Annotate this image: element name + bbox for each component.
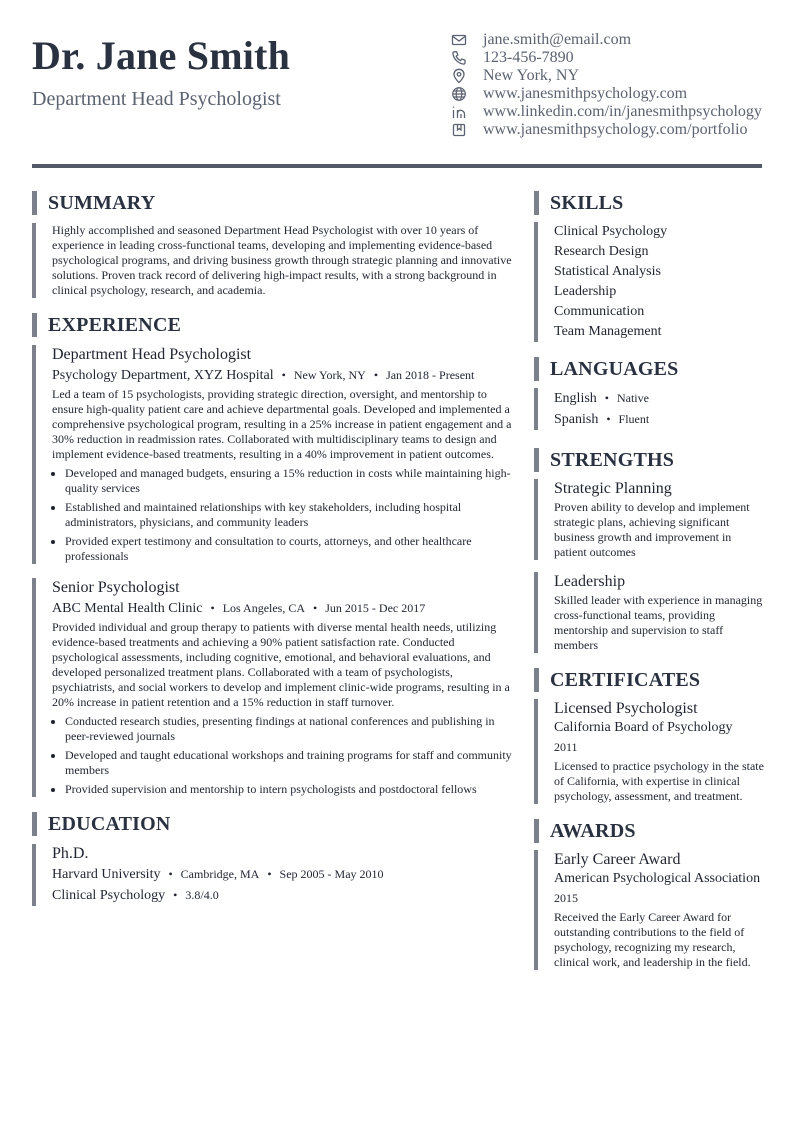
linkedin-icon <box>450 103 468 121</box>
contact-website[interactable] <box>450 85 780 103</box>
awards-heading: AWARDS <box>534 819 764 843</box>
job-location: New York, NY <box>293 368 366 382</box>
education-heading: EDUCATION <box>32 812 512 836</box>
portfolio-icon <box>450 121 468 139</box>
contact-email[interactable] <box>450 31 780 49</box>
contact-location-text: New York, NY <box>483 67 580 84</box>
language-level: Fluent <box>618 412 650 426</box>
strength-text: Skilled leader with experience in managing cross-functional teams, providing mentorship and supervision to staff members <box>554 593 763 652</box>
skills-block <box>534 222 764 342</box>
job-bullet: • Provided supervision and mentorship to intern psychologists and postdoctoral fellows <box>65 782 512 797</box>
job-entry <box>32 578 512 797</box>
certificates-heading: CERTIFICATES <box>534 668 764 692</box>
contact-location <box>450 67 780 85</box>
award-name: Early Career Award <box>554 851 681 868</box>
language-name: English <box>554 391 597 406</box>
skill-item: Leadership <box>554 284 617 299</box>
field-of-study: Clinical Psychology <box>52 888 166 903</box>
job-location: Los Angeles, CA <box>222 601 306 615</box>
skills-heading: SKILLS <box>534 191 764 215</box>
summary-block <box>32 223 512 298</box>
award-text: Received the Early Career Award for outstanding contributions to the field of psychology, recognizing my research, clinical work, and leadership in the field. <box>554 910 751 969</box>
education-meta: Harvard University • Cambridge, MA • Sep 2005 - May 2010 <box>52 867 384 882</box>
skill-item: Clinical Psychology <box>554 224 668 239</box>
summary-text: Highly accomplished and seasoned Department Head Psychologist with over 10 years of experience in leading cross-functional teams, developing and implementing evidence-based psychological programs, and driving business growth through strategic planning and innovative solutions. Proven track record of delivering high-impact results, with a strong background in clinical psychology, research, and academia. <box>52 223 512 297</box>
education-dates: Sep 2005 - May 2010 <box>279 867 384 881</box>
summary-heading: SUMMARY <box>32 191 512 215</box>
contact-portfolio-text: www.janesmithpsychology.com/portfolio <box>483 121 748 138</box>
language-item: Spanish • Fluent <box>554 412 650 427</box>
award-year: 2015 <box>554 891 578 905</box>
strength-title: Leadership <box>554 573 626 590</box>
left-column <box>32 191 512 906</box>
job-bullet: • Developed and managed budgets, ensuring a 15% reduction in costs while maintaining high-quality services <box>65 466 512 496</box>
education-entry <box>32 844 512 906</box>
certificate-name: Licensed Psychologist <box>554 700 698 717</box>
gpa: 3.8/4.0 <box>185 888 219 902</box>
job-description: Provided individual and group therapy to patients with diverse mental health needs, utilizing evidence-based treatments and achieving a 90% patient satisfaction rate. Conducted psychological assessments, including cognitive, emotional, and behavioral evaluations, and developed personalized treatment plans. Collaborated with a team of psychologists, psychiatrists, and social workers to develop and implement clinic-wide programs, resulting in a 20% increase in patient retention and a 15% reduction in staff turnover. <box>52 620 510 709</box>
job-bullet: • Conducted research studies, presenting findings at national conferences and publishing in peer-reviewed journals <box>65 714 512 744</box>
certificate-year: 2011 <box>554 740 578 754</box>
contact-portfolio[interactable] <box>450 121 780 139</box>
languages-block <box>534 388 764 430</box>
globe-icon <box>450 85 468 103</box>
envelope-icon <box>450 31 468 49</box>
school: Harvard University <box>52 867 161 882</box>
education-field-row: Clinical Psychology • 3.8/4.0 <box>52 888 219 903</box>
right-column <box>534 191 764 970</box>
phone-icon <box>450 49 468 67</box>
strength-item <box>534 572 764 653</box>
language-level: Native <box>616 391 649 405</box>
contact-phone[interactable] <box>450 49 780 67</box>
job-entry <box>32 345 512 564</box>
contact-phone-text: 123-456-7890 <box>483 49 574 66</box>
job-bullet: • Developed and taught educational workshops and training programs for staff and community members <box>65 748 512 778</box>
job-description: Led a team of 15 psychologists, providing strategic direction, oversight, and mentorship to ensure high-quality patient care and achieve departmental goals. Developed and implemented a comprehensive psychological program, resulting in a 25% increase in patient engagement and a 30% reduction in readmission rates. Collaborated with multidisciplinary teams to design and implement evidence-based treatments, resulting in a 40% improvement in patient outcomes. <box>52 387 512 461</box>
skill-item: Communication <box>554 304 645 319</box>
strengths-heading: STRENGTHS <box>534 448 764 472</box>
header-divider <box>32 164 762 168</box>
degree: Ph.D. <box>52 845 89 862</box>
contact-email-text: jane.smith@email.com <box>483 31 632 48</box>
strength-item <box>534 479 764 560</box>
contact-linkedin[interactable] <box>450 103 780 121</box>
job-org: Psychology Department, XYZ Hospital <box>52 368 274 383</box>
job-org: ABC Mental Health Clinic <box>52 601 203 616</box>
contact-website-text: www.janesmithpsychology.com <box>483 85 688 102</box>
job-dates: Jan 2018 - Present <box>386 368 475 382</box>
job-dates: Jun 2015 - Dec 2017 <box>325 601 426 615</box>
contact-list <box>450 31 780 139</box>
candidate-name: Dr. Jane Smith <box>32 33 291 78</box>
language-name: Spanish <box>554 412 599 427</box>
experience-heading: EXPERIENCE <box>32 313 512 337</box>
language-item: English • Native <box>554 391 649 406</box>
job-bullets <box>52 466 512 564</box>
strength-text: Proven ability to develop and implement strategic plans, achieving significant business growth and improvement in patient outcomes <box>554 500 750 559</box>
skill-item: Research Design <box>554 244 649 259</box>
location-pin-icon <box>450 67 468 85</box>
school-location: Cambridge, MA <box>180 867 260 881</box>
languages-heading: LANGUAGES <box>534 357 764 381</box>
job-bullets <box>52 714 512 797</box>
certificate-text: Licensed to practice psychology in the state of California, with expertise in clinical psychology, assessment, and treatment. <box>554 759 764 803</box>
job-bullet: • Provided expert testimony and consultation to courts, attorneys, and other healthcare professionals <box>65 534 512 564</box>
job-meta: Psychology Department, XYZ Hospital • New York, NY • Jan 2018 - Present <box>52 368 475 383</box>
award-issuer: American Psychological Association <box>554 871 761 886</box>
job-meta: ABC Mental Health Clinic • Los Angeles, CA • Jun 2015 - Dec 2017 <box>52 601 426 616</box>
contact-linkedin-text: www.linkedin.com/in/janesmithpsychology <box>483 103 762 120</box>
job-title: Senior Psychologist <box>52 579 180 596</box>
job-bullet: • Established and maintained relationships with key stakeholders, including hospital administrators, physicians, and community leaders <box>65 500 512 530</box>
strength-title: Strategic Planning <box>554 480 672 497</box>
candidate-role: Department Head Psychologist <box>32 88 281 110</box>
skill-item: Statistical Analysis <box>554 264 661 279</box>
job-title: Department Head Psychologist <box>52 346 252 363</box>
award-item <box>534 850 764 970</box>
certificate-issuer: California Board of Psychology <box>554 720 733 735</box>
certificate-item <box>534 699 764 804</box>
skill-item: Team Management <box>554 324 662 339</box>
